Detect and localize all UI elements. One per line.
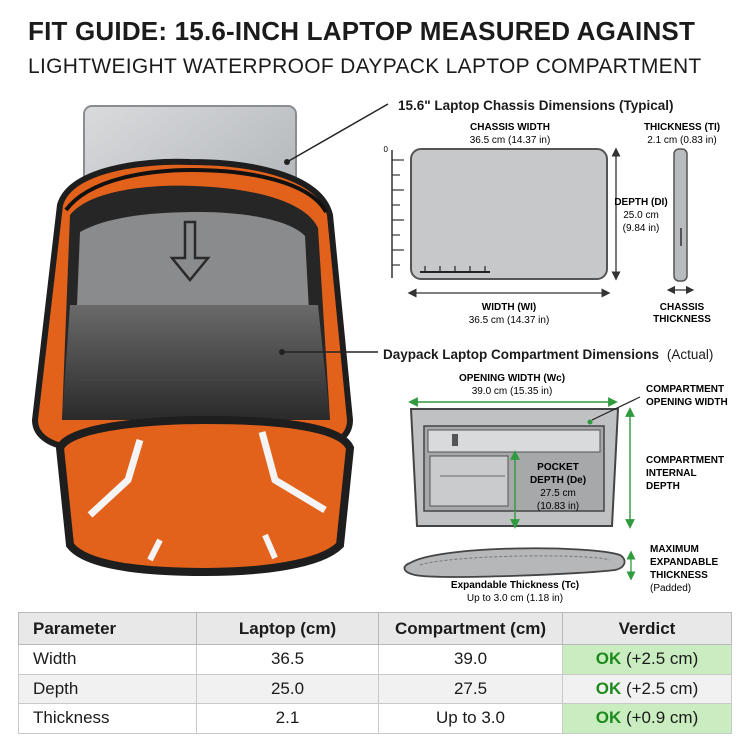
- table-header-row: [19, 613, 732, 645]
- max-thickness-line1: MAXIMUM: [650, 544, 699, 555]
- measuring-ruler: [384, 145, 404, 278]
- depth-value-cm: 25.0 cm: [623, 210, 659, 221]
- fit-comparison-table: [18, 612, 732, 734]
- depth-value-in: (9.84 in): [622, 223, 660, 234]
- header-laptop: Laptop (cm): [197, 613, 379, 645]
- page-subtitle: LIGHTWEIGHT WATERPROOF DAYPACK LAPTOP COMPARTMENT: [28, 55, 702, 78]
- expandable-thickness-label: Expandable Thickness (Tc): [450, 580, 580, 591]
- ruler-zero-label: 0: [383, 145, 388, 154]
- verdict-ok: OK: [595, 708, 622, 728]
- chassis-width-label: CHASSIS WIDTH: [470, 122, 550, 133]
- cell-laptop: 2.1: [197, 704, 379, 734]
- cell-parameter: Width: [19, 645, 197, 675]
- thickness-value: 2.1 cm (0.83 in): [647, 135, 717, 146]
- thickness-label: THICKNESS (TI): [643, 122, 721, 133]
- depth-label: DEPTH (DI): [614, 197, 668, 208]
- cell-verdict: [563, 674, 732, 704]
- opening-width-value: 39.0 cm (15.35 in): [471, 386, 553, 397]
- verdict-note: (+2.5 cm): [621, 678, 699, 698]
- internal-depth-line2: INTERNAL: [646, 468, 697, 479]
- padded-pad: [405, 548, 625, 577]
- max-thickness-line3: THICKNESS: [650, 570, 708, 581]
- expandable-thickness-value: Up to 3.0 cm (1.18 in): [466, 593, 564, 604]
- chassis-width-value: 36.5 cm (14.37 in): [469, 135, 551, 146]
- pocket-depth-line1: POCKET: [537, 462, 579, 473]
- pocket-depth-cm: 27.5 cm: [540, 488, 576, 499]
- cell-compartment: Up to 3.0: [379, 704, 563, 734]
- max-thickness-line2: EXPANDABLE: [650, 557, 719, 568]
- fit-illustration: [0, 90, 750, 610]
- header-parameter: Parameter: [19, 613, 197, 645]
- laptop-top-view: [411, 149, 607, 279]
- cell-verdict: [563, 704, 732, 734]
- pocket-depth-line2: DEPTH (De): [529, 475, 587, 486]
- pocket-depth-in: (10.83 in): [536, 501, 580, 512]
- cell-laptop: 25.0: [197, 674, 379, 704]
- opening-width-label: OPENING WIDTH (Wc): [458, 373, 566, 384]
- chassis-thickness-line2: THICKNESS: [653, 314, 711, 325]
- cell-parameter: Depth: [19, 674, 197, 704]
- verdict-ok: OK: [595, 678, 622, 698]
- compartment-opening-line1: COMPARTMENT: [646, 384, 725, 395]
- verdict-ok: OK: [595, 649, 622, 669]
- internal-depth-line3: DEPTH: [646, 481, 680, 492]
- chassis-thickness-line1: CHASSIS: [659, 302, 705, 313]
- verdict-note: (+0.9 cm): [621, 708, 699, 728]
- max-thickness-line4: (Padded): [650, 583, 692, 594]
- header-verdict: Verdict: [563, 613, 732, 645]
- laptop-section-header: 15.6" Laptop Chassis Dimensions (Typical): [398, 98, 674, 113]
- header-compartment: Compartment (cm): [379, 613, 563, 645]
- compartment-dimensions-diagram: [383, 347, 728, 604]
- front-pocket: [62, 305, 330, 420]
- cell-compartment: 27.5: [379, 674, 563, 704]
- internal-depth-line1: COMPARTMENT: [646, 455, 725, 466]
- laptop-dimensions-diagram: [384, 98, 721, 326]
- table-row: [19, 674, 732, 704]
- cell-compartment: 39.0: [379, 645, 563, 675]
- table-row: [19, 645, 732, 675]
- cell-verdict: [563, 645, 732, 675]
- verdict-note: (+2.5 cm): [621, 649, 699, 669]
- width-label: WIDTH (WI): [481, 302, 537, 313]
- page-title: FIT GUIDE: 15.6-INCH LAPTOP MEASURED AGAINST: [28, 16, 696, 46]
- cell-laptop: 36.5: [197, 645, 379, 675]
- cell-parameter: Thickness: [19, 704, 197, 734]
- table-row: [19, 704, 732, 734]
- backpack-illustration: [35, 104, 388, 572]
- compartment-opening-line2: OPENING WIDTH: [646, 397, 728, 408]
- width-value: 36.5 cm (14.37 in): [468, 315, 550, 326]
- laptop-side-view: [674, 149, 687, 281]
- compartment-section-header: Daypack Laptop Compartment Dimensions (Actual): [383, 347, 714, 362]
